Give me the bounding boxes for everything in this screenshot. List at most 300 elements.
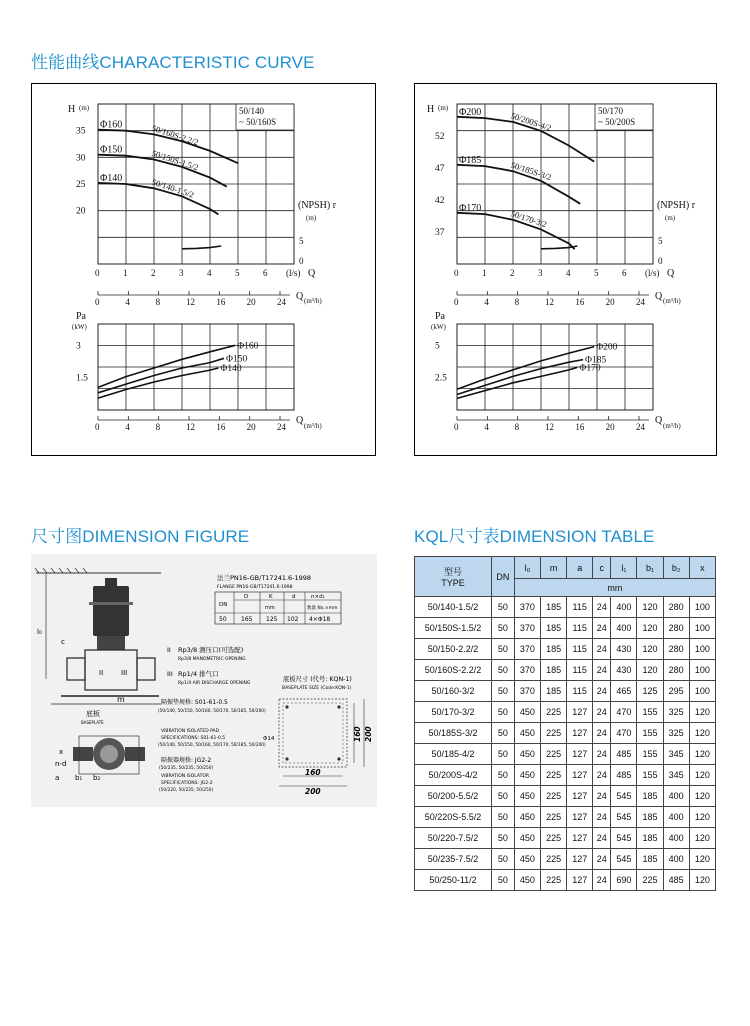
table-cell: 225 [637,870,663,891]
table-cell: 450 [514,807,540,828]
table-cell: 280 [663,597,689,618]
th-c: c [593,557,611,579]
table-cell: 100 [689,618,715,639]
table-cell: 225 [541,807,567,828]
table-cell: 24 [593,618,611,639]
x-tick-ls: 6 [622,268,627,278]
table-cell: 470 [611,702,637,723]
cell-type: 50/170-3/2 [415,702,492,723]
x-tick-m3h: 4 [484,297,489,307]
table-cell: 370 [514,618,540,639]
table-cell: 450 [514,765,540,786]
y-axis-label: H [68,104,76,115]
iso-en-2: SPECIFICATIONS: JG2-2 [161,781,213,786]
table-cell: 370 [514,681,540,702]
curve-label: 50/185S-3/2 [509,159,553,183]
flange-h-d-small: d [292,594,296,600]
chart-panel-right [414,83,717,456]
th-type-cn: 型号 [443,567,462,577]
pad-models: (50/140, 50/150, 50/160, 50/170, 50/185, 50/200) [158,709,266,714]
power-curve-1 [98,345,235,387]
table-cell: 485 [611,744,637,765]
table-cell: 127 [567,702,593,723]
model-label: ~ 50/160S [239,117,277,127]
x-tick-m3h: 0 [454,297,459,307]
x-axis-unit-ls: (l/s) [286,268,301,278]
power-tick: 3 [76,341,81,352]
power-curve-2 [457,360,583,395]
x-tick-m3h-bottom: 24 [277,422,286,432]
baseplate-size-cn: 底板尺寸 (代号: KQN-1) [283,676,352,683]
npsh-tick: 5 [299,236,304,246]
th-x: x [689,557,715,579]
ceiling-hatch [35,568,87,573]
table-row [415,597,716,618]
table-row [415,849,716,870]
table-cell: 545 [611,807,637,828]
baseplate-hole [285,705,288,708]
cell-type: 50/220-7.5/2 [415,828,492,849]
table-cell: 430 [611,639,637,660]
table-row [415,660,716,681]
y-tick-label: 25 [76,180,86,190]
power-curve-label: Φ150 [226,354,248,365]
cell-type: 50/160-3/2 [415,681,492,702]
table-cell: 120 [689,765,715,786]
table-cell: 370 [514,639,540,660]
table-cell: 155 [637,765,663,786]
x-axis-unit-m3h-bottom: (m³/h) [663,422,681,430]
baseplate-size-en: BASEPLATE SIZE (Code:KQN-1) [282,686,352,691]
cell-type: 50/140-1.5/2 [415,597,492,618]
table-cell: 50 [492,828,515,849]
npsh-axis-unit: (m) [306,214,317,222]
x-tick-m3h: 24 [277,297,286,307]
x-tick-m3h: 0 [95,297,100,307]
th-l1: l₁ [611,557,637,579]
table-cell: 185 [541,597,567,618]
table-cell: 120 [637,639,663,660]
x-tick-ls: 3 [538,268,543,278]
dimension-drawing [31,554,377,807]
iso-cn: 隔振器规格: JG2-2 [161,757,212,764]
table-cell: 50 [492,765,515,786]
table-cell: 120 [689,723,715,744]
power-tick: 5 [435,341,440,352]
table-cell: 115 [567,660,593,681]
power-curve-label: Φ185 [585,355,607,366]
table-cell: 50 [492,807,515,828]
table-row [415,702,716,723]
table-cell: 120 [689,702,715,723]
power-curve-label: Φ160 [237,341,259,352]
cell-type: 50/160S-2.2/2 [415,660,492,681]
table-cell: 450 [514,744,540,765]
table-cell: 120 [689,828,715,849]
table-cell: 545 [611,786,637,807]
table-cell: 120 [637,597,663,618]
chart-left [32,84,375,455]
th-b1: b₁ [637,557,663,579]
table-cell: 120 [689,870,715,891]
table-cell: 120 [689,744,715,765]
table-cell: 127 [567,828,593,849]
table-cell: 24 [593,744,611,765]
power-curve-2 [98,358,224,393]
th-l0: l₀ [514,557,540,579]
npsh-axis-label: (NPSH) r [298,200,337,211]
power-curve-3 [98,368,218,398]
table-cell: 115 [567,639,593,660]
x-tick-m3h-bottom: 8 [155,422,161,432]
table-cell: 400 [663,849,689,870]
table-cell: 100 [689,597,715,618]
npsh-curve [182,246,221,249]
note-iii-roman: III [167,670,173,678]
y-tick-label: 42 [435,196,445,206]
pump-motor [93,586,129,636]
table-cell: 50 [492,660,515,681]
table-cell: 24 [593,786,611,807]
npsh-axis-unit: (m) [665,214,676,222]
x-axis-label-ls: Q [308,268,316,279]
section-title-curve: 性能曲线CHARACTERISTIC CURVE [31,53,315,72]
x-tick-m3h-bottom: 20 [246,422,256,432]
table-cell: 450 [514,828,540,849]
x-tick-m3h: 12 [186,297,195,307]
table-cell: 24 [593,870,611,891]
table-cell: 450 [514,702,540,723]
table-cell: 465 [611,681,637,702]
baseplate-hole [285,757,288,760]
table-cell: 50 [492,681,515,702]
dim-b1-label: b₁ [75,774,83,782]
table-cell: 470 [611,723,637,744]
cell-type: 50/185-4/2 [415,744,492,765]
table-cell: 50 [492,870,515,891]
x-tick-m3h-bottom: 4 [125,422,130,432]
pump-top-inner [100,745,118,763]
cell-type: 50/235-7.5/2 [415,849,492,870]
table-cell: 370 [514,660,540,681]
cell-type: 50/150-2.2/2 [415,639,492,660]
x-tick-ls: 2 [151,268,156,278]
curve-label: 50/200S-4/2 [509,110,553,133]
dim-c-label: c [61,638,65,646]
table-cell: 115 [567,597,593,618]
y-tick-label: 37 [435,228,445,238]
table-row [415,786,716,807]
impeller-label: Φ200 [459,106,482,118]
power-curve-label: Φ200 [596,342,618,353]
section-title-figure: 尺寸图DIMENSION FIGURE [31,527,250,546]
flange-table [215,573,341,624]
flange-v-nxd: 4×Φ18 [309,616,331,623]
dimension-table-body [415,597,716,891]
table-row [415,639,716,660]
table-cell: 24 [593,765,611,786]
table-cell: 100 [689,681,715,702]
table-cell: 185 [637,828,663,849]
table-cell: 225 [541,744,567,765]
note-iii-en: Rp1/4 AIR DISCHARGE OPENING [178,681,251,686]
th-b2: b₂ [663,557,689,579]
y-tick-label: 35 [76,126,86,137]
baseplate-inner [283,703,343,763]
cell-type: 50/200-5.5/2 [415,786,492,807]
dim-160-h: 160 [305,768,321,777]
table-row [415,765,716,786]
table-cell: 127 [567,849,593,870]
x-tick-m3h-bottom: 0 [454,422,459,432]
table-cell: 120 [689,807,715,828]
table-cell: 450 [514,870,540,891]
x-tick-m3h-bottom: 16 [575,422,585,432]
motor-fan-cover [105,578,117,587]
dim-200-h: 200 [305,787,321,796]
table-row [415,618,716,639]
iso-en-models: (50/220, 50/235, 50/250) [159,788,214,793]
table-cell: 24 [593,681,611,702]
table-cell: 50 [492,702,515,723]
x-axis-label-m3h-bottom: Q [296,415,304,426]
x-tick-m3h-bottom: 20 [605,422,615,432]
table-cell: 295 [663,681,689,702]
power-axis-label: Pa [76,311,86,322]
pad-en-2: SPECIFICATIONS: S01-61-0.5 [161,736,226,741]
impeller-label: Φ185 [459,154,482,166]
note-ii-en: Rp3/8 MANOMETRIC OPENING [178,657,246,662]
table-cell: 400 [611,597,637,618]
table-cell: 185 [541,618,567,639]
roman-ii-mark: II [99,669,104,677]
table-cell: 450 [514,786,540,807]
table-cell: 50 [492,597,515,618]
y-tick-label: 30 [76,153,86,164]
table-cell: 50 [492,786,515,807]
x-tick-m3h: 12 [545,297,554,307]
table-cell: 280 [663,660,689,681]
cell-type: 50/185S-3/2 [415,723,492,744]
model-label: 50/140 [239,106,265,116]
table-cell: 185 [637,807,663,828]
table-cell: 24 [593,660,611,681]
baseplate-hole [337,757,340,760]
flange-h-dn: DN [219,602,228,608]
x-tick-m3h: 24 [636,297,645,307]
table-cell: 120 [689,786,715,807]
flange-h-d: D [244,594,249,600]
table-cell: 24 [593,597,611,618]
x-tick-ls: 1 [123,268,128,278]
table-cell: 225 [541,765,567,786]
power-axis-label: Pa [435,311,445,322]
section-title-table: KQL尺寸表DIMENSION TABLE [414,527,655,546]
table-cell: 370 [514,597,540,618]
table-cell: 120 [637,618,663,639]
dim-m-label: m [117,695,125,704]
cell-type: 50/220S-5.5/2 [415,807,492,828]
curve-label: 50/160S-2.2/2 [150,122,200,148]
flange-unit: mm [265,605,275,611]
impeller-label: Φ170 [459,202,482,214]
table-cell: 225 [541,723,567,744]
table-cell: 185 [637,786,663,807]
table-cell: 155 [637,744,663,765]
table-cell: 225 [541,828,567,849]
power-tick: 1.5 [76,373,88,384]
table-cell: 485 [611,765,637,786]
table-cell: 225 [541,702,567,723]
hole-diameter-label: Φ14 [263,736,275,742]
th-m: m [541,557,567,579]
table-cell: 430 [611,660,637,681]
table-cell: 115 [567,681,593,702]
table-cell: 24 [593,639,611,660]
top-view-outlet [125,747,145,761]
th-type-en: TYPE [441,578,465,588]
power-tick: 2.5 [435,373,447,384]
dim-a-label: a [55,774,60,782]
table-cell: 100 [689,639,715,660]
flange-title: 法兰PN16-GB/T17241.6-1998 [217,574,312,582]
table-cell: 690 [611,870,637,891]
x-tick-ls: 0 [454,268,459,278]
x-axis-unit-m3h-bottom: (m³/h) [304,422,322,430]
table-cell: 450 [514,723,540,744]
x-tick-m3h: 20 [246,297,256,307]
x-tick-m3h: 16 [575,297,585,307]
x-axis-label-ls: Q [667,268,675,279]
pump-casing [85,650,137,690]
npsh-axis-label: (NPSH) r [657,200,696,211]
table-cell: 127 [567,723,593,744]
table-cell: 345 [663,765,689,786]
impeller-label: Φ160 [100,119,123,131]
table-cell: 280 [663,618,689,639]
table-cell: 50 [492,723,515,744]
npsh-tick: 0 [299,256,304,266]
table-cell: 400 [663,828,689,849]
table-cell: 485 [663,870,689,891]
x-tick-m3h: 8 [155,297,161,307]
table-cell: 155 [637,723,663,744]
x-axis-label-m3h: Q [296,291,304,302]
table-cell: 155 [637,702,663,723]
x-tick-ls: 4 [566,268,571,278]
power-axis-unit: (kW) [72,323,87,331]
flange-extra: 数量 No.×mm [307,606,338,611]
x-tick-ls: 3 [179,268,184,278]
x-axis-label-m3h: Q [655,291,663,302]
table-cell: 24 [593,807,611,828]
x-tick-ls: 5 [235,268,240,278]
x-axis-label-m3h-bottom: Q [655,415,663,426]
table-cell: 120 [689,849,715,870]
y-axis-unit: (m) [438,104,449,112]
table-cell: 450 [514,849,540,870]
table-cell: 127 [567,786,593,807]
table-cell: 325 [663,702,689,723]
flange-h-nxd: n×d₁ [311,594,325,600]
table-cell: 125 [637,681,663,702]
flange-v-d: 165 [241,616,253,623]
outlet-flange [137,658,155,680]
table-cell: 24 [593,828,611,849]
y-tick-label: 20 [76,206,86,217]
motor-band [89,602,133,605]
dim-i0-label: l₀ [37,628,42,636]
pad-en-1: VIBRATION ISOLATED PAD [161,729,220,734]
npsh-tick: 0 [658,256,663,266]
cell-type: 50/150S-1.5/2 [415,618,492,639]
power-curve-label: Φ170 [579,363,601,374]
table-cell: 24 [593,723,611,744]
table-cell: 225 [541,849,567,870]
impeller-label: Φ150 [100,144,123,156]
npsh-tick: 5 [658,236,663,246]
table-cell: 345 [663,744,689,765]
note-iii-cn: Rp1/4 排气口 [178,670,219,678]
table-cell: 120 [637,660,663,681]
table-cell: 24 [593,849,611,870]
table-row [415,807,716,828]
x-axis-unit-m3h: (m³/h) [304,297,322,305]
power-axis-unit: (kW) [431,323,446,331]
x-tick-m3h: 4 [125,297,130,307]
curve-label: 50/140-1.5/2 [150,176,196,200]
table-cell: 127 [567,870,593,891]
table-cell: 225 [541,786,567,807]
table-cell: 100 [689,660,715,681]
npsh-curve [541,246,577,249]
x-tick-m3h-bottom: 12 [545,422,554,432]
table-row [415,681,716,702]
table-cell: 185 [541,660,567,681]
dimension-table [414,556,716,891]
table-cell: 24 [593,702,611,723]
roman-iii-mark: III [121,669,128,677]
table-cell: 50 [492,639,515,660]
th-a: a [567,557,593,579]
dim-160-v: 160 [353,726,362,742]
x-tick-m3h-bottom: 8 [514,422,520,432]
th-unit: mm [514,579,715,597]
x-axis-unit-m3h: (m³/h) [663,297,681,305]
y-tick-label: 52 [435,132,445,142]
table-row [415,870,716,891]
dimension-figure [31,554,377,807]
model-label: ~ 50/200S [598,117,636,127]
chart-right [415,84,716,455]
pump-coupling [97,636,125,650]
x-tick-ls: 2 [510,268,515,278]
chart-panel-left [31,83,376,456]
table-row [415,723,716,744]
table-row [415,744,716,765]
x-tick-m3h: 20 [605,297,615,307]
flange-v-k: 125 [266,616,278,623]
baseplate-outline [279,699,347,767]
x-tick-m3h-bottom: 12 [186,422,195,432]
dim-b2-label: b₂ [93,774,101,782]
table-cell: 280 [663,639,689,660]
th-dn: DN [492,557,515,597]
table-cell: 400 [663,786,689,807]
x-tick-m3h-bottom: 24 [636,422,645,432]
table-cell: 127 [567,744,593,765]
x-tick-m3h: 8 [514,297,520,307]
